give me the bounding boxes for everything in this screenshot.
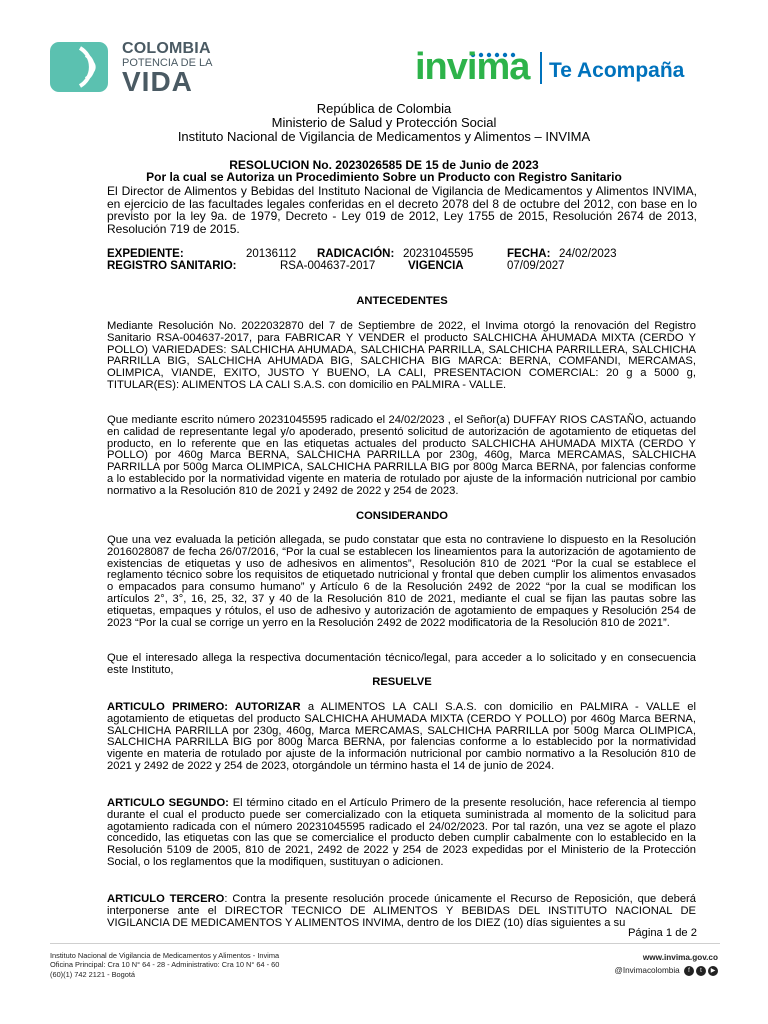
fecha-label: FECHA: [507,248,551,260]
vigencia-label: VIGENCIA [408,260,464,272]
resolution-title: RESOLUCION No. 2023026585 DE 15 de Junio de 2023 [229,158,539,172]
header-republica: República de Colombia [316,101,452,116]
footer-social [498,964,718,977]
fields-block [107,249,707,275]
invima-wordmark: invima [415,46,530,88]
footer-social-handle: @Invimacolombia [614,966,680,975]
expediente-value: 20136112 [246,248,297,260]
paragraph-considerando-2: Que el interesado allega la respectiva documentación técnico/legal, para acceder a lo solicitado y en consecuencia este Instituto, [107,652,696,676]
invima-logo [415,46,725,90]
footer-phone: (60)(1) 742 2121 - Bogotá [50,969,136,979]
header-instituto: Instituto Nacional de Vigilancia de Medicamentos y Alimentos – INVIMA [177,129,591,144]
articulo-primero-label: ARTICULO PRIMERO: AUTORIZAR [107,701,301,713]
paragraph-antecedente-1: Mediante Resolución No. 2022032870 del 7 de Septiembre de 2022, el Invima otorgó la renovación del Registro Sanitario RSA-004637-2017, para FABRICAR Y VENDER el producto SALCHICHA AHUMADA MIXTA (CERDO Y POLLO) VARIEDADES: SALCHICHA AHUMADA, SALCHICHA PARRILLA, SALCHICHA PARRILLERA, SALCHICHA PARRILLA BIG, SALCHICHA AHUMADA BIG, SALCHICHA BIG MARCA: BERNA, COMFANDI, MERCAMAS, OLIMPICA, VIANDE, EXITO, JUSTO Y BUENO, LA CALI, PRESENTACION COMERCIAL: 20 g a 5000 g, TITULAR(ES): ALIMENTOS LA CALI S.A.S. con domicilio en PALMIRA - VALLE. [107,320,696,391]
logo-line-potencia: POTENCIA DE LA [122,57,213,69]
colombia-logo-mark-icon [50,40,114,94]
header-ministerio: Ministerio de Salud y Protección Social [271,115,497,130]
vigencia-value: 07/09/2027 [507,260,565,272]
articulo-tercero-text: : Contra la presente resolución procede únicamente el Recurso de Reposición, que deberá interponerse ante el DIRECTOR TECNICO DE ALIMENTOS Y BEBIDAS DEL INSTITUTO NACIONAL DE VIGILANCIA DE MEDICAMENTOS Y ALIMENTOS INVIMA, dentro de los DIEZ (10) días siguientes a su [107,893,696,929]
logo-line-colombia: COLOMBIA [122,40,211,57]
resolution-intro: El Director de Alimentos y Bebidas del Instituto Nacional de Vigilancia de Medicamentos y Alimentos INVIMA, en ejercicio de las facultades legales conferidas en el decreto 2078 del 8 de octubre del 2012, con base en lo previsto por la ley 9a. de 1979, Decreto - Ley 019 de 2012, Ley 1755 de 2015, Resolución 2674 de 2013, Resolución 719 de 2015. [107,184,697,236]
logo-line-vida: VIDA [122,66,193,97]
section-antecedentes: ANTECEDENTES [356,295,448,307]
articulo-segundo-label: ARTICULO SEGUNDO: [107,797,229,809]
resolution-subtitle: Por la cual se Autoriza un Procedimiento Sobre un Producto con Registro Sanitario [146,170,622,184]
paragraph-antecedente-2: Que mediante escrito número 20231045595 radicado el 24/02/2023 , el Señor(a) DUFFAY RIOS CASTAÑO, actuando en calidad de representante legal y/o apoderado, presentó solicitud de autorización de agotamiento de etiquetas del producto, en lo referente que en las etiquetas actuales del producto SALCHICHA AHUMADA MIXTA (CERDO Y POLLO) por 460g Marca BERNA, SALCHICHA PARRILLA por 230g, 460g, Marca MERCAMAS, SALCHICHA PARRILLA por 500g Marca OLIMPICA, SALCHICHA PARRILLA BIG por 800g Marca BERNA, por falencias conforme a lo establecido por la normatividad vigente en materia de rotulado por ajuste de la información nutricional por cambio normativo a la Resolución 810 de 2021 y 2492 de 2022 y 254 de 2023. [107,414,696,497]
articulo-segundo [107,798,696,869]
twitter-icon[interactable]: t [696,966,706,976]
invima-tagline: Te Acompaña [549,59,685,82]
articulo-primero-text: a ALIMENTOS LA CALI S.A.S. con domicilio en PALMIRA - VALLE el agotamiento de etiquetas del producto SALCHICHA AHUMADA MIXTA (CERDO Y POLLO) por 460g Marca BERNA, SALCHICHA PARRILLA por 230g, 460g, Marca MERCAMAS, SALCHICHA PARRILLA por 500g Marca OLIMPICA, SALCHICHA PARRILLA BIG por 800g Marca BERNA, por falencias conforme a lo establecido por la normatividad vigente en materia de rotulado por ajuste de la información nutricional por cambio normativo a la Resolución 810 de 2021 y 2492 de 2022 y 254 de 2023, otorgándole un término hasta el 14 de junio de 2024. [107,701,696,772]
paragraph-considerando-1: Que una vez evaluada la petición allegada, se pudo constatar que esta no contraviene lo dispuesto en la Resolución 2016028087 de fecha 26/07/2016, “Por la cual se establecen los lineamientos para la autorización de agotamiento de existencias de etiquetas y uso de adhesivos en alimentos”, Resolución 810 de 2021 “Por la cual se establece el reglamento técnico sobre los requisitos de etiquetado nutricional y frontal que deben cumplir los alimentos envasados o empacados para consumo humano” y Artículo 6 de la Resolución 2492 de 2022 “por la cual se modifican los artículos 2°, 3°, 16, 25, 32, 37 y 40 de la Resolución 810 de 2021, mediante el cual se fijan las pautas sobre las etiquetas, empaques y rótulos, el uso de adhesivo y autorización de agotamiento de empaques y Resolución 254 de 2023 “Por la cual se corrige un yerro en la Resolución 2492 de 2022 modificatoria de la Resolución 810 de 2021”. [107,534,696,629]
articulo-segundo-text: El término citado en el Artículo Primero de la presente resolución, hace referencia al tiempo durante el cual el producto puede ser comercializado con la etiqueta suministrada al momento de la solicitud para agotamiento radicada con el número 20231045595 radicado el 24/02/2023. Por tal razón, una vez se agote el plazo concedido, las etiquetas con las que se comercialice el producto deben cumplir cabalmente con lo establecido en la Resolución 5109 de 2005, 810 de 2021, 2492 de 2022 y 254 de 2023 expedidas por el Ministerio de la Protección Social, o los reglamentos que la modifiquen, sustituyan o adicionen. [107,797,696,868]
section-resuelve: RESUELVE [372,676,432,688]
articulo-tercero-label: ARTICULO TERCERO [107,893,225,905]
page-number: Página 1 de 2 [627,927,697,939]
footer-divider [50,943,720,944]
registro-label: REGISTRO SANITARIO: [107,260,237,272]
youtube-icon[interactable]: ▶ [708,966,718,976]
section-considerando: CONSIDERANDO [356,510,448,522]
logo-divider [540,52,542,84]
facebook-icon[interactable]: f [684,966,694,976]
footer-contact [498,951,718,977]
footer-website-link[interactable]: www.invima.gov.co [642,953,718,962]
expediente-label: EXPEDIENTE: [107,248,184,260]
radicacion-value: 20231045595 [403,248,474,260]
registro-value: RSA-004637-2017 [280,260,376,272]
articulo-primero [107,702,696,773]
footer-institution: Instituto Nacional de Vigilancia de Medicamentos y Alimentos - Invima [50,951,280,960]
fecha-value: 24/02/2023 [559,248,617,260]
colombia-potencia-logo [50,40,225,96]
radicacion-label: RADICACIÓN: [317,248,395,260]
articulo-tercero [107,894,696,929]
footer-address [50,951,410,979]
footer-offices: Oficina Principal: Cra 10 N° 64 - 28 - Administrativo: Cra 10 N° 64 - 60 [50,960,280,970]
